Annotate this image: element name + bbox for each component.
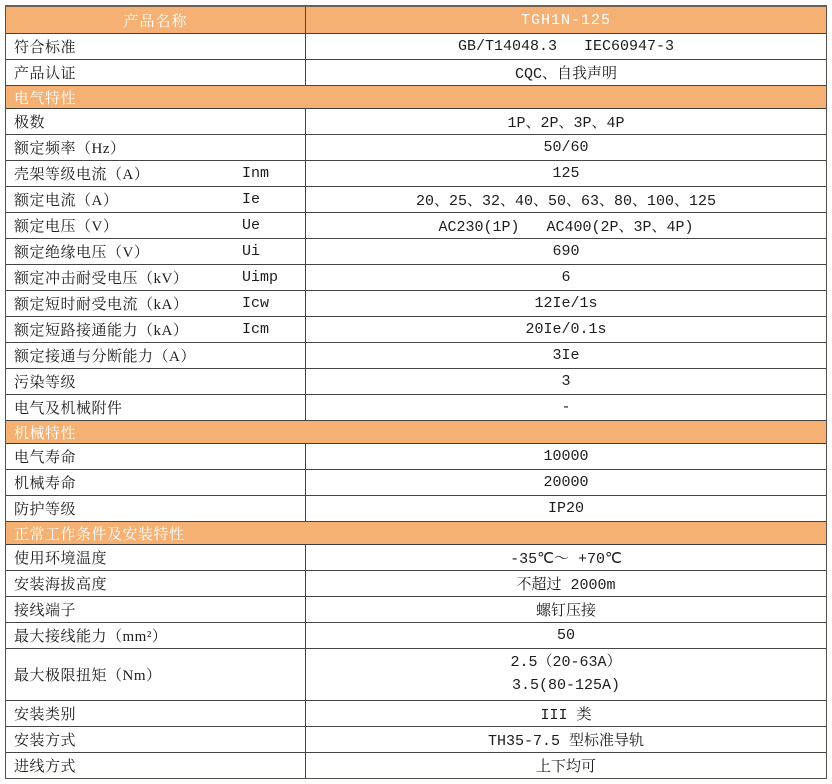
table-row-poles — [6, 109, 826, 135]
row-label: 额定频率（Hz） — [14, 141, 126, 157]
row-label: 额定短时耐受电流（kA） — [14, 297, 189, 313]
row-symbol: Ie — [242, 191, 261, 208]
table-row-pollution-degree — [6, 369, 826, 395]
table-row-electrical-life — [6, 444, 826, 470]
row-label: 接线端子 — [14, 603, 77, 619]
row-symbol: Inm — [242, 165, 270, 182]
row-value: 12Ie/1s — [534, 295, 598, 312]
section-header-electrical — [6, 86, 826, 109]
table-row-insulation-voltage — [6, 239, 826, 265]
row-label: 额定接通与分断能力（A） — [14, 349, 196, 365]
row-label: 额定电压（V） — [14, 219, 119, 235]
row-label: 最大极限扭矩（Nm） — [14, 668, 162, 684]
row-value: 不超过 2000m — [516, 577, 616, 594]
row-label: 额定电流（A） — [14, 193, 119, 209]
row-value: 3Ie — [552, 347, 580, 364]
row-value: 3 — [561, 373, 571, 390]
row-label: 额定短路接通能力（kA） — [14, 323, 189, 339]
table-row-mechanical-life — [6, 470, 826, 496]
table-row-ambient-temperature — [6, 545, 826, 571]
row-value: AC230(1P) AC400(2P、3P、4P) — [438, 219, 694, 236]
table-row-terminal-type — [6, 597, 826, 623]
row-label: 产品认证 — [14, 66, 77, 82]
row-value: 690 — [552, 243, 580, 260]
table-row-short-time-current — [6, 291, 826, 317]
row-label: 防护等级 — [14, 502, 77, 518]
table-row-frame-current — [6, 161, 826, 187]
section-header-installation — [6, 522, 826, 545]
row-label: 符合标准 — [14, 40, 77, 56]
table-row-mounting-method — [6, 727, 826, 753]
row-value: 1P、2P、3P、4P — [507, 115, 625, 132]
section-title: 电气特性 — [14, 90, 77, 107]
row-label: 安装方式 — [14, 733, 77, 749]
section-header-mechanical — [6, 421, 826, 444]
row-symbol: Uimp — [242, 269, 279, 286]
row-symbol: Icm — [242, 321, 270, 338]
row-value-line2: 3.5(80-125A) — [511, 676, 621, 694]
row-label: 额定冲击耐受电压（kV） — [14, 271, 189, 287]
row-value: -35℃～ +70℃ — [510, 551, 622, 568]
table-row-making-breaking — [6, 343, 826, 369]
table-row-rated-current — [6, 187, 826, 213]
table-row-rated-voltage — [6, 213, 826, 239]
row-symbol: Icw — [242, 295, 270, 312]
table-row-installation-category — [6, 701, 826, 727]
row-value: 20、25、32、40、50、63、80、100、125 — [415, 193, 717, 210]
row-value: 螺钉压接 — [535, 603, 596, 620]
section-title: 机械特性 — [14, 425, 77, 442]
table-row-short-circuit-making — [6, 317, 826, 343]
row-value: CQC、自我声明 — [514, 66, 617, 83]
table-row-altitude — [6, 571, 826, 597]
table-row-rated-frequency — [6, 135, 826, 161]
row-value: 125 — [552, 165, 580, 182]
row-label: 安装海拔高度 — [14, 577, 108, 593]
table-row-incoming-line — [6, 753, 826, 778]
product-model-value: TGH1N-125 — [520, 11, 611, 29]
row-value: 50 — [556, 627, 575, 644]
table-row-standard — [6, 34, 826, 60]
product-name-header: 产品名称 — [6, 7, 306, 33]
row-label: 最大接线能力（mm²） — [14, 629, 168, 645]
row-value: 20000 — [543, 474, 589, 491]
row-label: 使用环境温度 — [14, 551, 108, 567]
row-value: III 类 — [540, 707, 592, 724]
table-row-impulse-voltage — [6, 265, 826, 291]
row-value-line1: 2.5（20-63A） — [510, 654, 622, 671]
row-value: GB/T14048.3 IEC60947-3 — [457, 38, 675, 55]
row-label: 安装类别 — [14, 707, 77, 723]
row-value: 50/60 — [543, 139, 589, 156]
row-value: 10000 — [543, 448, 589, 465]
table-header-row — [6, 7, 826, 34]
row-value: - — [561, 399, 571, 416]
row-label: 机械寿命 — [14, 476, 77, 492]
section-title: 正常工作条件及安装特性 — [14, 526, 185, 543]
row-label: 额定绝缘电压（V） — [14, 245, 150, 261]
row-value: IP20 — [547, 500, 584, 517]
row-symbol: Ui — [242, 243, 261, 260]
row-label: 电气寿命 — [14, 450, 77, 466]
table-row-protection-degree — [6, 496, 826, 522]
row-value: 20Ie/0.1s — [525, 321, 607, 338]
row-value: TH35-7.5 型标准导轨 — [487, 733, 644, 750]
row-value: 6 — [561, 269, 571, 286]
row-label: 进线方式 — [14, 759, 77, 775]
table-row-max-torque — [6, 649, 826, 701]
row-label: 污染等级 — [14, 375, 77, 391]
row-symbol: Ue — [242, 217, 261, 234]
table-row-certification — [6, 60, 826, 86]
product-spec-table — [5, 5, 827, 779]
row-label: 极数 — [14, 115, 46, 131]
row-label: 电气及机械附件 — [14, 401, 123, 417]
table-row-max-wiring-capacity — [6, 623, 826, 649]
row-value: 上下均可 — [535, 759, 596, 776]
row-label: 壳架等级电流（A） — [14, 167, 150, 183]
table-row-accessories — [6, 395, 826, 421]
